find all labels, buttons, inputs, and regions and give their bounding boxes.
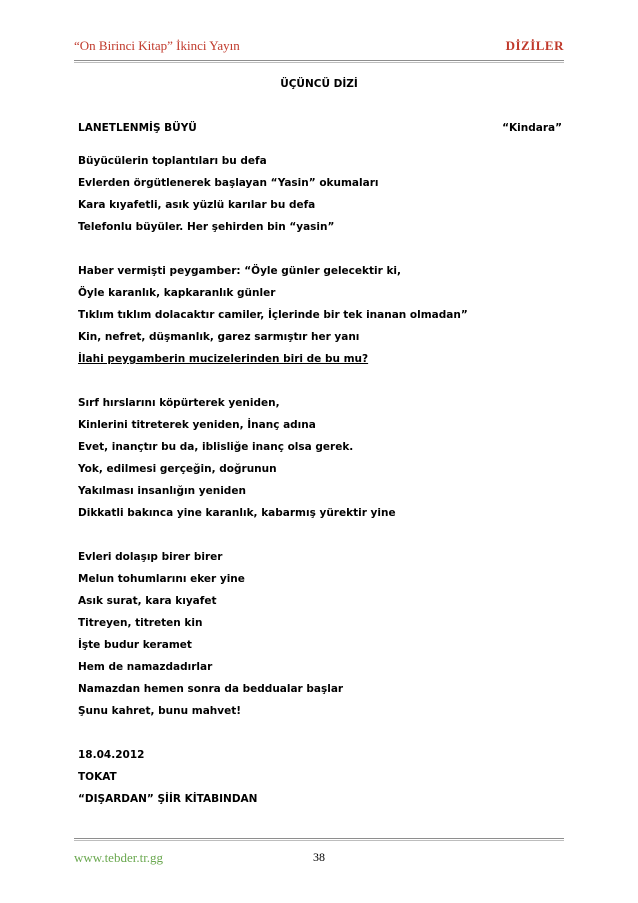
page-number: 38 <box>313 850 325 864</box>
poem-line: Yakılması insanlığın yeniden <box>78 485 246 497</box>
header-book-title: “On Birinci Kitap” İkinci Yayın <box>74 38 240 53</box>
series-title: ÜÇÜNCÜ DİZİ <box>280 78 358 90</box>
poem-line: Kin, nefret, düşmanlık, garez sarmıştır her yanı <box>78 331 360 343</box>
stanza-gap <box>78 242 568 264</box>
stanza <box>78 396 568 528</box>
poem-line: Tıklım tıklım dolacaktır camiler, İçlerinde bir tek inanan olmadan” <box>78 309 468 321</box>
poem-line: Hem de namazdadırlar <box>78 661 213 673</box>
page-header <box>74 38 564 62</box>
poem-line: Evlerden örgütlenerek başlayan “Yasin” okumaları <box>78 177 379 189</box>
poem-date: 18.04.2012 <box>78 749 145 761</box>
poem-line: Büyücülerin toplantıları bu defa <box>78 155 267 167</box>
stanza-gap <box>78 528 568 550</box>
stanza-gap <box>78 726 568 748</box>
poem-line: Şunu kahret, bunu mahvet! <box>78 705 242 717</box>
poem-place: TOKAT <box>78 771 117 783</box>
poem-line: Kinlerini titreterek yeniden, İnanç adına <box>78 419 316 431</box>
poem-source: “DIŞARDAN” ŞİİR KİTABINDAN <box>78 793 258 805</box>
poem-line: Telefonlu büyüler. Her şehirden bin “yasin” <box>78 221 335 233</box>
stanza-gap <box>78 374 568 396</box>
poem-body <box>78 154 568 814</box>
poem-line: Asık surat, kara kıyafet <box>78 595 217 607</box>
poem-signature <box>78 748 568 814</box>
poem-line: Evleri dolaşıp birer birer <box>78 551 223 563</box>
poem-title: LANETLENMİŞ BÜYÜ <box>78 122 197 134</box>
stanza <box>78 550 568 726</box>
poem-line: Evet, inançtır bu da, iblisliğe inanç olsa gerek. <box>78 441 354 453</box>
poem-line: Kara kıyafetli, asık yüzlü karılar bu defa <box>78 199 316 211</box>
stanza <box>78 154 568 242</box>
poem-line: Dikkatli bakınca yine karanlık, kabarmış yürektir yine <box>78 507 396 519</box>
poem-heading <box>78 122 562 138</box>
poem-line: Titreyen, titreten kin <box>78 617 203 629</box>
poem-line: Haber vermişti peygamber: “Öyle günler gelecektir ki, <box>78 265 402 277</box>
poem-line-underlined <box>78 352 568 374</box>
poem-line: Yok, edilmesi gerçeğin, doğrunun <box>78 463 277 475</box>
stanza <box>78 264 568 374</box>
poem-author: “Kindara” <box>502 122 562 134</box>
poem-line: İşte budur keramet <box>78 639 192 651</box>
underlined-text: İlahi peygamberin mucizelerinden biri de bu mu? <box>78 353 369 365</box>
footer-divider <box>74 838 564 841</box>
footer-website-url: www.tebder.tr.gg <box>74 850 164 865</box>
header-section-name: DİZİLER <box>505 38 564 53</box>
poem-line: Melun tohumlarını eker yine <box>78 573 245 585</box>
poem-line: Sırf hırslarını köpürterek yeniden, <box>78 397 280 409</box>
header-divider <box>74 60 564 63</box>
poem-line: Namazdan hemen sonra da beddualar başlar <box>78 683 344 695</box>
poem-line: Öyle karanlık, kapkaranlık günler <box>78 287 276 299</box>
